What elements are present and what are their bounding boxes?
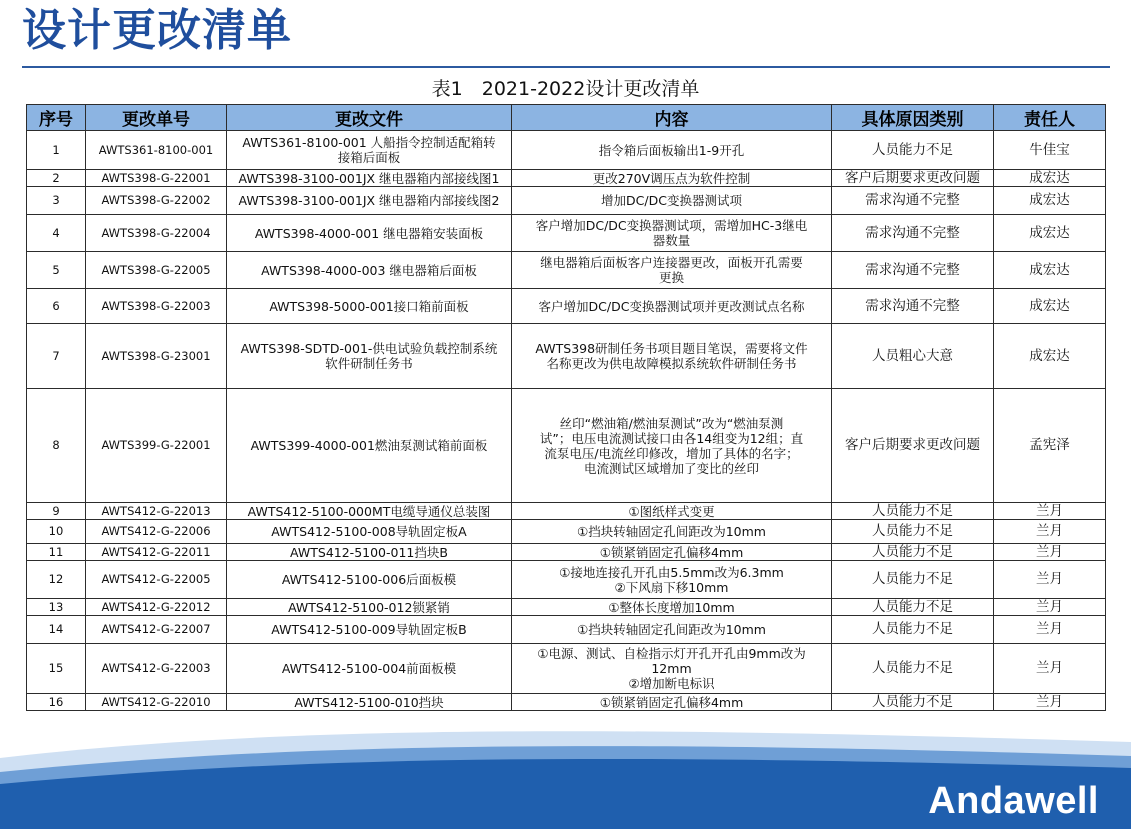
cell-category: 人员能力不足 [832,694,994,711]
cell-content-line: 更改270V调压点为软件控制 [592,170,751,186]
cell-file-line: AWTS412-5100-011挡块B [290,544,448,560]
table-row [27,544,1106,561]
cell-ticket: AWTS412-G-22011 [86,544,227,561]
header-no: 序号 [27,105,86,131]
cell-no: 14 [27,616,86,644]
cell-file-line: AWTS412-5100-004前面板模 [281,661,457,676]
cell-file-line: AWTS398-4000-001 继电器箱安装面板 [254,225,484,241]
cell-content [512,131,832,170]
cell-no: 10 [27,520,86,544]
cell-category: 人员能力不足 [832,561,994,599]
cell-file-line: AWTS412-5100-000MT电缆导通仪总装图 [247,503,491,519]
table-header-row [27,105,1106,131]
cell-content-line: 增加DC/DC变换器测试项 [601,193,742,208]
cell-content [512,544,832,561]
cell-category: 人员能力不足 [832,616,994,644]
cell-content [512,616,832,644]
cell-owner: 成宏达 [994,170,1106,187]
cell-content-line: ①整体长度增加10mm [608,599,735,615]
table-row [27,616,1106,644]
cell-file [227,187,512,215]
cell-content-line: AWTS398研制任务书项目题目笔误，需要将文件 [535,341,808,356]
header-content: 内容 [512,105,832,131]
cell-content-line: ①挡块转轴固定孔间距改为10mm [577,524,766,539]
cell-ticket: AWTS399-G-22001 [86,389,227,503]
table-row [27,187,1106,215]
cell-file [227,503,512,520]
cell-owner: 孟宪泽 [994,389,1106,503]
cell-content-line: ①锁紧销固定孔偏移4mm [599,694,744,710]
table-row [27,561,1106,599]
cell-content [512,187,832,215]
cell-file-line: AWTS398-4000-003 继电器箱后面板 [261,262,477,278]
cell-file-line: AWTS361-8100-001 人船指令控制适配箱转 [242,135,496,150]
cell-ticket: AWTS412-G-22005 [86,561,227,599]
cell-no: 11 [27,544,86,561]
cell-content [512,520,832,544]
cell-content-line: ①锁紧销固定孔偏移4mm [599,544,744,560]
cell-content-line: ①电源、测试、自检指示灯开孔开孔由9mm改为 [537,646,806,661]
title-divider [22,66,1110,68]
cell-content-line: 丝印“燃油箱/燃油泵测试”改为“燃油泵测 [559,415,784,431]
slide-title: 设计更改清单 [22,5,292,56]
cell-content [512,644,832,694]
cell-no: 13 [27,599,86,616]
cell-owner: 牛佳宝 [994,131,1106,170]
cell-file-line: AWTS412-5100-012锁紧销 [288,599,450,615]
cell-content-line: 器数量 [652,233,691,248]
cell-content [512,561,832,599]
table-row [27,324,1106,389]
cell-category: 人员能力不足 [832,520,994,544]
table-row [27,599,1106,616]
cell-content-line: 继电器箱后面板客户连接器更改，面板开孔需要 [540,255,803,270]
cell-content-line: 客户增加DC/DC变换器测试项并更改测试点名称 [538,298,805,314]
cell-no: 6 [27,289,86,324]
cell-no: 9 [27,503,86,520]
cell-file-line: AWTS412-5100-009导轨固定板B [271,622,467,637]
table-row [27,389,1106,503]
cell-owner: 成宏达 [994,289,1106,324]
cell-no: 3 [27,187,86,215]
cell-content-line: ①接地连接孔开孔由5.5mm改为6.3mm [559,564,784,580]
cell-no: 5 [27,252,86,289]
cell-content [512,503,832,520]
cell-ticket: AWTS398-G-22002 [86,187,227,215]
cell-category: 需求沟通不完整 [832,215,994,252]
header-ticket: 更改单号 [86,105,227,131]
header-category: 具体原因类别 [832,105,994,131]
cell-ticket: AWTS398-G-22005 [86,252,227,289]
cell-file [227,215,512,252]
cell-content [512,170,832,187]
cell-content [512,252,832,289]
cell-file-line: 接箱后面板 [337,150,401,165]
table-row [27,252,1106,289]
cell-file-line: AWTS398-3100-001JX 继电器箱内部接线图1 [238,170,500,186]
cell-content-line: 名称更改为供电故障模拟系统软件研制任务书 [546,356,797,371]
table-row [27,503,1106,520]
cell-no: 12 [27,561,86,599]
cell-file-line: AWTS398-5000-001接口箱前面板 [269,298,469,314]
design-change-table [26,104,1106,711]
cell-content [512,324,832,389]
cell-file-line: 软件研制任务书 [325,356,413,371]
cell-content [512,215,832,252]
cell-owner: 兰月 [994,616,1106,644]
cell-file-line: AWTS398-SDTD-001-供电试验负载控制系统 [240,341,498,356]
cell-ticket: AWTS361-8100-001 [86,131,227,170]
cell-category: 人员粗心大意 [832,324,994,389]
cell-no: 2 [27,170,86,187]
cell-owner: 成宏达 [994,252,1106,289]
cell-owner: 兰月 [994,561,1106,599]
header-file: 更改文件 [227,105,512,131]
cell-category: 客户后期要求更改问题 [832,389,994,503]
cell-category: 人员能力不足 [832,544,994,561]
cell-no: 1 [27,131,86,170]
cell-content-line: ①挡块转轴固定孔间距改为10mm [577,622,766,637]
table-row [27,694,1106,711]
table-row [27,289,1106,324]
cell-ticket: AWTS398-G-22001 [86,170,227,187]
cell-no: 16 [27,694,86,711]
cell-content [512,694,832,711]
cell-category: 人员能力不足 [832,503,994,520]
cell-file [227,544,512,561]
cell-owner: 成宏达 [994,215,1106,252]
cell-content-line: 12mm [651,661,692,676]
cell-file [227,289,512,324]
cell-file-line: AWTS399-4000-001燃油泵测试箱前面板 [250,438,488,453]
cell-no: 4 [27,215,86,252]
cell-ticket: AWTS412-G-22012 [86,599,227,616]
cell-content [512,289,832,324]
cell-owner: 成宏达 [994,324,1106,389]
cell-content-line: 流泵电压/电流丝印修改，增加了具体的名字； [544,445,799,461]
cell-content-line: ②增加断电标识 [628,676,715,691]
cell-ticket: AWTS412-G-22007 [86,616,227,644]
cell-ticket: AWTS398-G-22003 [86,289,227,324]
cell-file [227,520,512,544]
cell-content-line: 电流测试区域增加了变比的丝印 [583,460,759,476]
cell-owner: 成宏达 [994,187,1106,215]
table-caption: 表1 2021-2022设计更改清单 [431,78,700,100]
cell-category: 客户后期要求更改问题 [832,170,994,187]
table-body [27,131,1106,711]
cell-owner: 兰月 [994,694,1106,711]
cell-file-line: AWTS412-5100-008导轨固定板A [271,524,467,539]
cell-file [227,131,512,170]
cell-ticket: AWTS398-G-22004 [86,215,227,252]
table-row [27,131,1106,170]
cell-no: 15 [27,644,86,694]
cell-file [227,599,512,616]
cell-owner: 兰月 [994,503,1106,520]
cell-category: 人员能力不足 [832,599,994,616]
cell-category: 需求沟通不完整 [832,187,994,215]
cell-file [227,389,512,503]
cell-ticket: AWTS398-G-23001 [86,324,227,389]
cell-file [227,324,512,389]
cell-content-line: 指令箱后面板输出1-9开孔 [598,142,745,158]
cell-file [227,170,512,187]
cell-no: 8 [27,389,86,503]
cell-ticket: AWTS412-G-22010 [86,694,227,711]
cell-file [227,616,512,644]
cell-category: 人员能力不足 [832,131,994,170]
cell-ticket: AWTS412-G-22003 [86,644,227,694]
cell-content-line: 更换 [658,270,684,285]
cell-ticket: AWTS412-G-22013 [86,503,227,520]
cell-file [227,644,512,694]
header-owner: 责任人 [994,105,1106,131]
cell-file-line: AWTS412-5100-006后面板模 [281,572,457,587]
table-row [27,170,1106,187]
cell-content [512,389,832,503]
cell-file-line: AWTS412-5100-010挡块 [294,694,444,710]
cell-content-line: 试”；电压电流测试接口由各14组变为12组；直 [539,430,804,446]
cell-file [227,561,512,599]
cell-content-line: ②下风扇下移10mm [614,579,729,595]
cell-content-line: ①图纸样式变更 [628,503,715,519]
table-row [27,520,1106,544]
cell-content [512,599,832,616]
table-row [27,215,1106,252]
brand-logo: Andawell [928,780,1099,822]
cell-owner: 兰月 [994,644,1106,694]
cell-file-line: AWTS398-3100-001JX 继电器箱内部接线图2 [238,193,500,208]
cell-file [227,694,512,711]
cell-owner: 兰月 [994,599,1106,616]
cell-ticket: AWTS412-G-22006 [86,520,227,544]
cell-no: 7 [27,324,86,389]
cell-category: 需求沟通不完整 [832,289,994,324]
cell-category: 需求沟通不完整 [832,252,994,289]
table-row [27,644,1106,694]
cell-owner: 兰月 [994,520,1106,544]
cell-content-line: 客户增加DC/DC变换器测试项，需增加HC-3继电 [535,218,808,233]
cell-category: 人员能力不足 [832,644,994,694]
cell-file [227,252,512,289]
cell-owner: 兰月 [994,544,1106,561]
